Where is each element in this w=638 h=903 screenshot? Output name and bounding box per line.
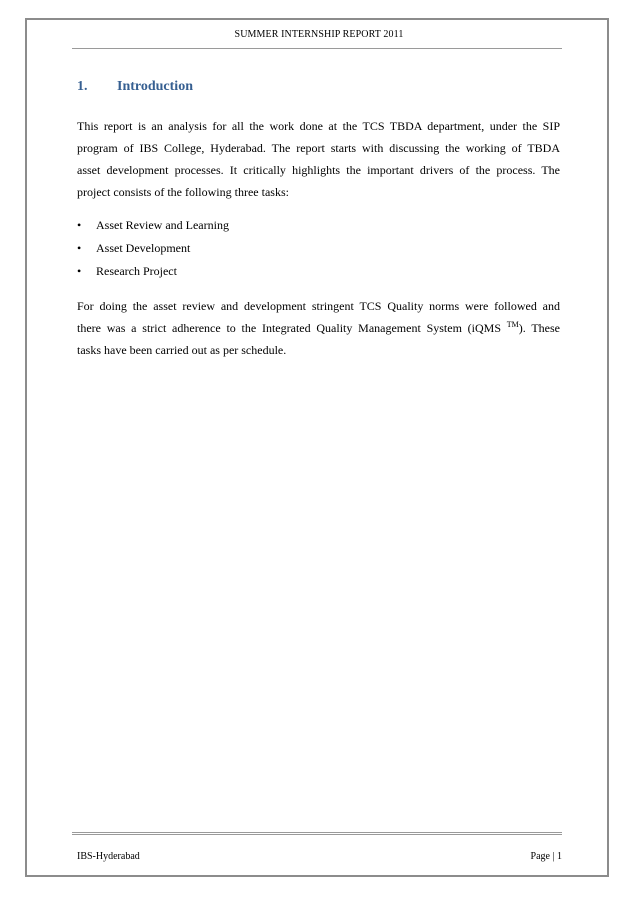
list-item <box>77 214 229 237</box>
list-item-label: Research Project <box>96 264 177 278</box>
bullet-icon: • <box>77 241 82 255</box>
paragraph-line: tasks have been carried out as per schedule. <box>77 343 287 357</box>
footer-divider <box>72 832 562 835</box>
list-item-label: Asset Development <box>96 241 191 255</box>
task-list <box>77 214 229 283</box>
trademark-superscript: TM <box>506 320 519 329</box>
paragraph-text: ). These <box>518 321 560 335</box>
page-number: Page | 1 <box>530 851 562 862</box>
paragraph-line: project consists of the following three tasks: <box>77 185 289 199</box>
list-item <box>77 260 229 283</box>
paragraph-line: program of IBS College, Hyderabad. The report starts with discussing the working of TBDA <box>77 141 560 155</box>
section-title: Introduction <box>117 79 193 94</box>
header-divider <box>72 48 562 49</box>
footer-left-text: IBS-Hyderabad <box>77 851 140 862</box>
paragraph-text: there was a strict adherence to the Integrated Quality Management System (iQMS <box>77 321 507 335</box>
bullet-icon: • <box>77 218 82 232</box>
paragraph-line <box>77 317 560 339</box>
paragraph-line: For doing the asset review and development stringent TCS Quality norms were followed and <box>77 299 560 313</box>
paragraph-line: This report is an analysis for all the work done at the TCS TBDA department, under the SIP <box>77 119 560 133</box>
intro-paragraph <box>77 115 560 203</box>
paragraph-line: asset development processes. It critically highlights the important drivers of the process. The <box>77 163 560 177</box>
section-number: 1. <box>77 79 88 94</box>
page-header: SUMMER INTERNSHIP REPORT 2011 <box>234 29 404 40</box>
list-item-label: Asset Review and Learning <box>96 218 229 232</box>
closing-paragraph <box>77 295 560 361</box>
bullet-icon: • <box>77 264 82 278</box>
list-item <box>77 237 229 260</box>
section-heading <box>77 78 193 96</box>
